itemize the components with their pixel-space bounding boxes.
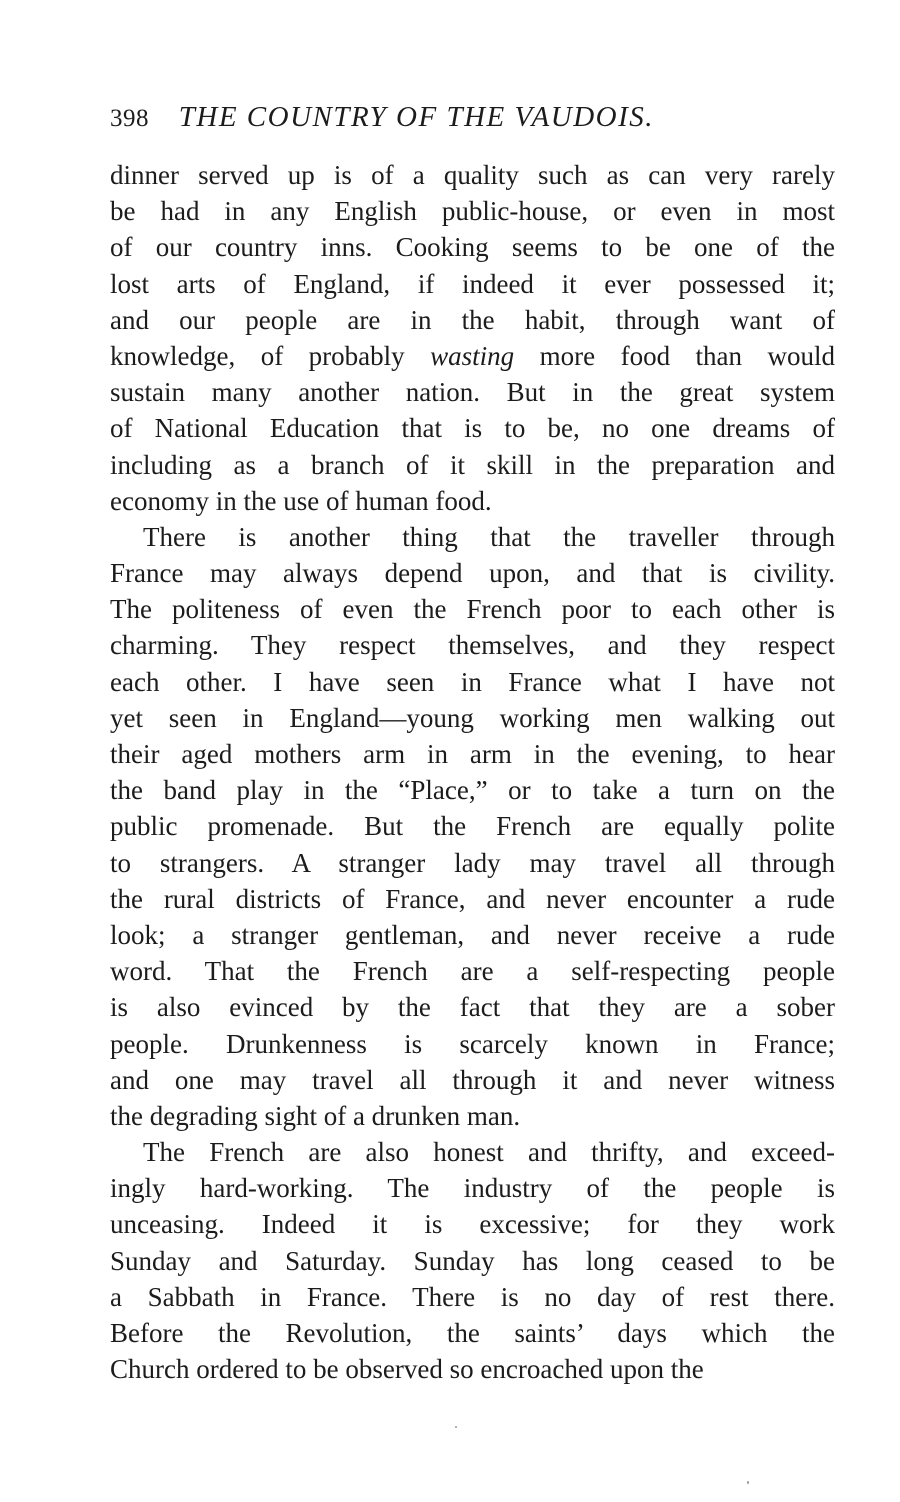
text-line: word. That the French are a self-respecting people xyxy=(110,956,835,987)
text-line: people. Drunkenness is scarcely known in France; xyxy=(110,1028,835,1059)
text-line: lost arts of England, if indeed it ever possessed it; xyxy=(110,268,835,299)
text-line: yet seen in England—young working men walking out xyxy=(110,702,835,733)
paper-speck xyxy=(747,1481,749,1484)
text-line: France may always depend upon, and that is civility. xyxy=(110,558,835,589)
text-line: Sunday and Saturday. Sunday has long ceased to be xyxy=(110,1245,835,1276)
text-line: and our people are in the habit, through want of xyxy=(110,304,835,335)
text-line: Before the Revolution, the saints’ days which the xyxy=(110,1318,835,1348)
text-line: sustain many another nation. But in the great system xyxy=(110,377,835,408)
text-run: knowledge, of probably xyxy=(110,340,431,371)
text-line: unceasing. Indeed it is excessive; for they work xyxy=(110,1209,835,1240)
text-line: charming. They respect themselves, and they respect xyxy=(110,630,835,661)
text-line: and one may travel all through it and never witness xyxy=(110,1064,835,1095)
text-line: their aged mothers arm in arm in the evening, to hear xyxy=(110,739,835,769)
text-line: the band play in the “Place,” or to take a turn on the xyxy=(110,775,835,806)
text-line: There is another thing that the traveller through xyxy=(143,521,835,552)
italic-emphasis: wasting xyxy=(430,340,515,371)
text-line: the degrading sight of a drunken man. xyxy=(110,1100,521,1131)
text-line: The politeness of even the French poor to each other is xyxy=(110,594,835,625)
text-line: public promenade. But the French are equally polite xyxy=(110,811,835,842)
text-line: is also evinced by the fact that they are a sober xyxy=(110,992,835,1023)
body-text xyxy=(110,157,835,1387)
text-line: a Sabbath in France. There is no day of rest there. xyxy=(110,1281,835,1312)
text-line: to strangers. A stranger lady may travel all through xyxy=(110,847,835,878)
page-number: 398 xyxy=(110,105,149,132)
running-head xyxy=(110,101,840,141)
text-line: ingly hard-working. The industry of the people is xyxy=(110,1173,835,1204)
running-title: THE COUNTRY OF THE VAUDOIS. xyxy=(178,101,655,133)
text-line xyxy=(110,338,835,374)
text-line: the rural districts of France, and never encounter a rude xyxy=(110,883,835,914)
paper-speck xyxy=(455,1426,457,1428)
text-run: more food than would xyxy=(514,340,835,371)
text-line: be had in any English public-house, or even in most xyxy=(110,196,835,227)
text-line: of National Education that is to be, no one dreams of xyxy=(110,413,835,444)
text-line: The French are also honest and thrifty, and exceed- xyxy=(143,1137,835,1168)
text-line: each other. I have seen in France what I have not xyxy=(110,666,835,697)
text-line: dinner served up is of a quality such as can very rarely xyxy=(110,160,835,190)
text-line: look; a stranger gentleman, and never receive a rude xyxy=(110,919,835,950)
text-line: including as a branch of it skill in the preparation and xyxy=(110,449,835,480)
text-line: of our country inns. Cooking seems to be one of the xyxy=(110,232,835,263)
text-line: Church ordered to be observed so encroached upon the xyxy=(110,1354,704,1385)
text-line: economy in the use of human food. xyxy=(110,485,492,516)
